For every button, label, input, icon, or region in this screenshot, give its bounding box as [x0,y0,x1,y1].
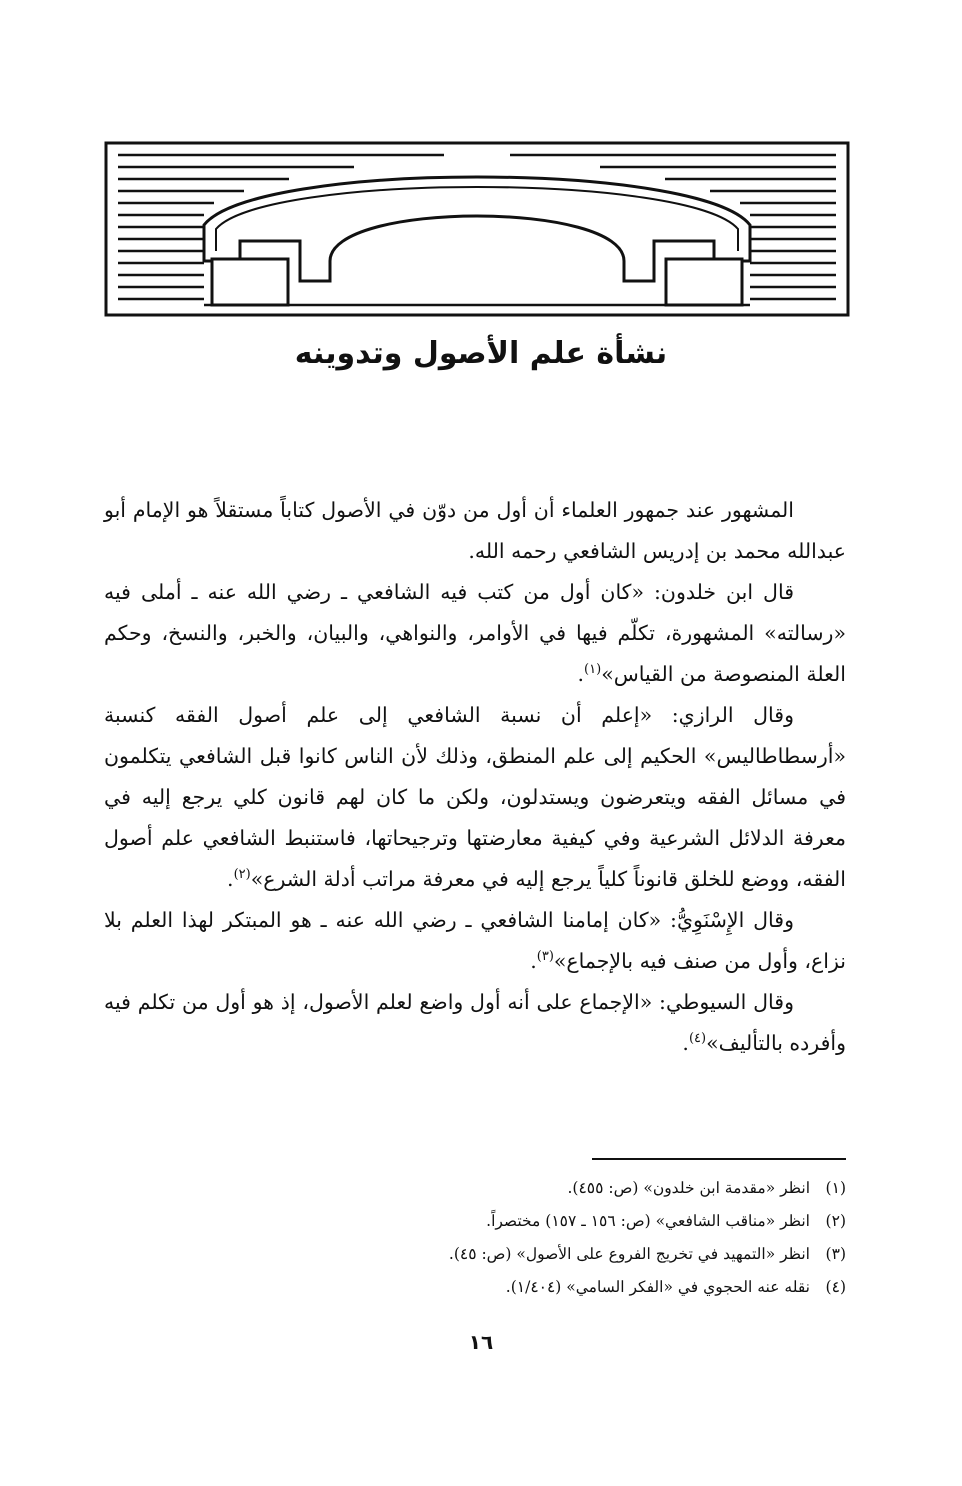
footnote [104,1238,846,1271]
sentence-end: . [530,949,537,973]
paragraph [104,572,846,695]
footnote-ref[interactable]: (٢) [233,867,251,883]
header-ornament [104,141,850,317]
footnote [104,1271,846,1304]
footnote-number: (١) [825,1179,846,1197]
footnote [104,1205,846,1238]
paragraph-text: وقال السيوطي: «الإجماع على أنه أول واضع لعلم الأصول، إذ هو أول من تكلم فيه وأفرده بالتأليف» [104,990,846,1055]
paragraph [104,900,846,982]
body-text [104,490,846,1064]
paragraph [104,490,846,572]
paragraph-text: وقال الرازي: «إعلم أن نسبة الشافعي إلى علم أصول الفقه كنسبة «أرسطاطاليس» الحكيم إلى علم المنطق، وذلك لأن الناس كانوا قبل الشافعي يتكلمون في مسائل الفقه ويتعرضون ويستدلون، ولكن ما كان لهم قانون كلي يرجع إليه في معرفة الدلائل الشرعية وفي كيفية معارضتها وترجيحاتها، فاستنبط الشافعي علم أصول الفقه، ووضع للخلق قانوناً كلياً يرجع إليه في معرفة مراتب أدلة الشرع» [104,703,846,891]
footnote-text: انظر «مناقب الشافعي» (ص: ١٥٦ ـ ١٥٧) مختصراً. [486,1212,810,1230]
paragraph [104,982,846,1064]
footnote-number: (٢) [825,1212,846,1230]
footnotes [104,1172,846,1304]
footnote-divider [592,1158,846,1160]
footnote-number: (٤) [825,1278,846,1296]
footnote-ref[interactable]: (٤) [688,1031,707,1047]
sentence-end: . [227,867,234,891]
footnote-ref[interactable]: (١) [584,662,602,678]
paragraph-text: المشهور عند جمهور العلماء أن أول من دوّن في الأصول كتاباً مستقلاً هو الإمام أبو عبدالله محمد بن إدريس الشافعي رحمه الله. [104,498,846,563]
sentence-end: . [682,1031,689,1055]
chapter-title: نشأة علم الأصول وتدوينه [294,336,668,371]
sentence-end: . [577,662,585,686]
page-number: ١٦ [468,1330,494,1354]
footnote-ref[interactable]: (٣) [536,949,554,965]
paragraph-text: قال ابن خلدون: «كان أول من كتب فيه الشافعي ـ رضي الله عنه ـ أملى فيه «رسالته» المشهورة، تكلّم فيها في الأوامر، والنواهي، والبيان، والخبر، والنسخ، وحكم العلة المنصوصة من القياس» [104,580,846,686]
paragraph [104,695,846,900]
footnote [104,1172,846,1205]
paragraph-text: وقال الإِسْنَوِيُّ: «كان إمامنا الشافعي ـ رضي الله عنه ـ هو المبتكر لهذا العلم بلا نزاع، وأول من صنف فيه بالإجماع» [104,908,846,973]
footnote-text: انظر «مقدمة ابن خلدون» (ص: ٤٥٥). [567,1179,810,1197]
footnote-text: انظر «التمهيد في تخريج الفروع على الأصول» (ص: ٤٥). [448,1245,810,1263]
footnote-number: (٣) [825,1245,846,1263]
footnote-text: نقله عنه الحجوي في «الفكر السامي» (١/٤٠٤). [505,1278,810,1296]
